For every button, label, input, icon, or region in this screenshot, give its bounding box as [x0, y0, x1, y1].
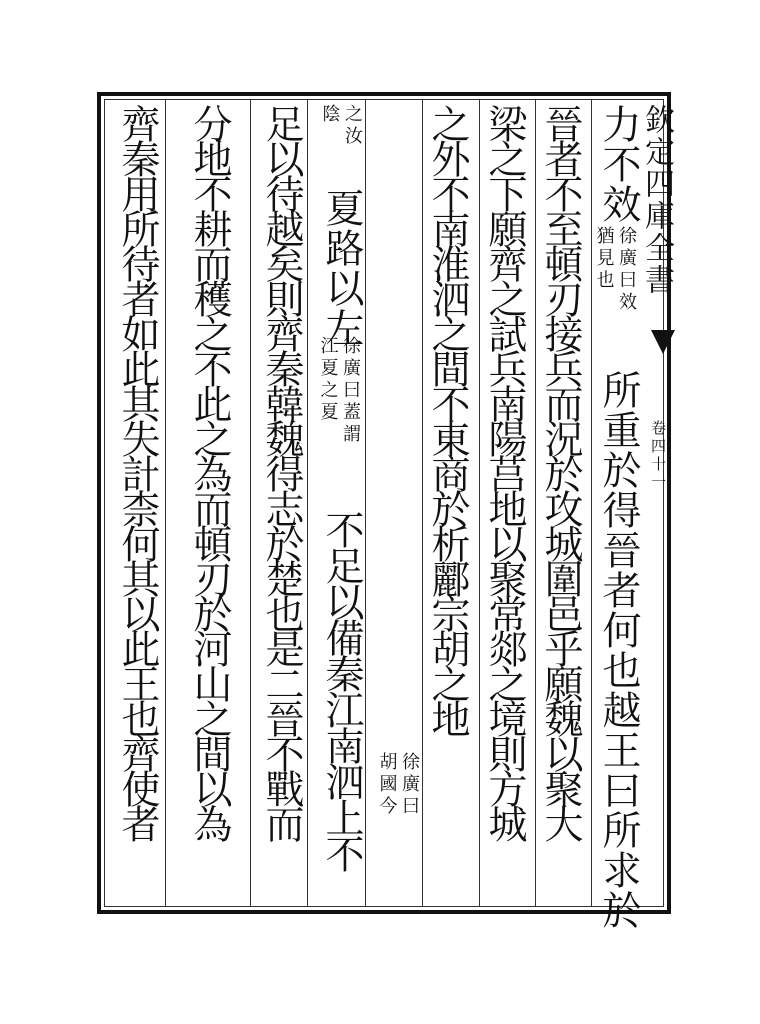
text-column-5: [319, 188, 364, 358]
note-line: 胡國今: [376, 752, 398, 818]
note-line: 之汝: [342, 104, 363, 148]
main-text: 齊秦用所待者如此其失計柰何其以此王也齊使者: [115, 104, 160, 839]
main-text: 梁之下願齊之試兵南陽莒地以聚常郯之境則方城: [482, 104, 527, 839]
main-text: 分地不耕而穫之不此之為而頓刃於河山之間以為: [187, 104, 232, 839]
main-text: 夏路以左: [319, 188, 364, 348]
main-text: 晉者不至頓刃接兵而況於攻城圍邑乎願魏以聚大: [538, 104, 583, 839]
volume-label: 卷四十一: [649, 420, 667, 492]
fish-tail-mark: [651, 330, 675, 354]
text-column-5-continued: [319, 510, 364, 910]
main-text: 之外不南淮泗之間不東商於析酈宗胡之地: [425, 104, 470, 734]
commentary-note: [318, 104, 363, 184]
main-text: 足以待越矣則齊秦韓魏得志於楚也是二晉不戰而: [259, 104, 304, 839]
text-column-3: [482, 104, 527, 904]
column-rule: [479, 99, 480, 907]
column-rule: [591, 99, 592, 907]
column-rule: [422, 99, 423, 907]
column-rule: [535, 99, 536, 907]
text-column-6: [259, 104, 304, 904]
main-text: 力不效: [596, 104, 641, 224]
note-line: 猶見也: [593, 226, 615, 292]
commentary-note: [375, 752, 420, 902]
note-line: 徐廣曰效: [616, 226, 637, 314]
commentary-note: [316, 336, 361, 516]
commentary-note: [592, 226, 637, 326]
column-rule: [165, 99, 166, 907]
text-column-1-continued: [596, 370, 641, 930]
column-rule: [250, 99, 251, 907]
book-title: 欽定四庫全書: [639, 104, 674, 296]
main-text: 不足以備秦江南泗上不: [319, 510, 364, 870]
main-text: 所重於得晉者何也越王曰所求於: [596, 370, 641, 930]
text-column-8: [115, 104, 160, 904]
note-line: 徐廣曰蓋謂: [340, 336, 361, 446]
column-rule: [307, 99, 308, 907]
note-line: 江夏之夏: [317, 336, 339, 424]
note-line: 陰: [319, 104, 341, 126]
note-line: 徐廣曰: [399, 752, 420, 818]
text-column-7: [187, 104, 232, 904]
column-rule: [365, 99, 366, 907]
text-column-2: [538, 104, 583, 904]
text-column-4: [425, 104, 470, 794]
